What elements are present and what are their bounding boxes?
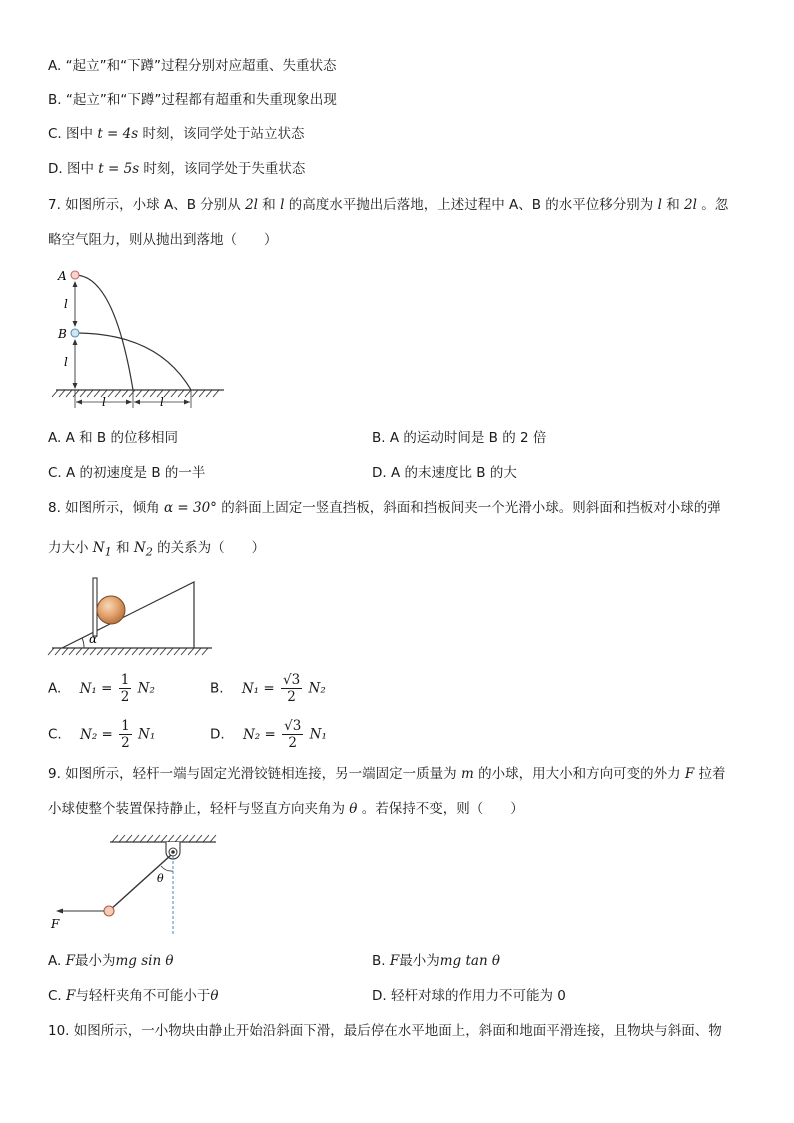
label-alpha: α <box>89 632 98 646</box>
q7-stem-part: 。忽 <box>701 197 729 213</box>
q8-stem-part: 的关系为（ ） <box>157 540 266 556</box>
q9-option-b-mid: 最小为 <box>399 953 440 969</box>
ball-b <box>71 329 79 337</box>
q9-option-b-label: B. <box>372 953 386 969</box>
q8-stem-line1 <box>48 498 721 518</box>
q8-option-c-n2: N₂ <box>80 726 98 743</box>
q8-option-a-n2: N₂ <box>137 680 155 697</box>
q9-option-d: D. 轻杆对球的作用力不可能为 0 <box>372 988 566 1004</box>
hinge-pin <box>171 850 175 854</box>
ball <box>97 596 125 624</box>
q9-option-a-mid: 最小为 <box>74 953 116 969</box>
q8-option-b-n2: N₂ <box>308 680 326 697</box>
q9-option-c-label: C. <box>48 988 62 1004</box>
q7-stem-math: l <box>280 197 285 213</box>
q8-option-a-label: A. <box>48 680 62 697</box>
q9-stem-part: 9. 如图所示，轻杆一端与固定光滑铰链相连接，另一端固定一质量为 <box>48 766 457 782</box>
q9-stem-part: 小球使整个装置保持静止，轻杆与竖直方向夹角为 <box>48 801 345 817</box>
q9-stem-line1 <box>48 764 726 784</box>
q8-option-a-fraction: $\frac{1}{2}$ <box>120 672 130 705</box>
q8-option-d-n1: N₁ <box>309 726 327 743</box>
q9-option-a-expr: mg sin θ <box>115 953 174 969</box>
label-f: F <box>51 917 60 931</box>
q8-option-d-label: D. <box>210 726 225 743</box>
q8-stem-part: 8. 如图所示，倾角 <box>48 500 160 516</box>
q9-option-a-math: F <box>65 953 75 969</box>
q7-option-d: D. A 的末速度比 B 的大 <box>372 465 517 481</box>
q9-stem-line2 <box>48 799 524 819</box>
q8-option-c <box>48 718 155 751</box>
q9-stem-math: m <box>460 766 474 782</box>
q8-incline-figure <box>48 572 218 662</box>
q7-projectile-figure <box>48 262 238 412</box>
q7-stem-part: 7. 如图所示，小球 A、B 分别从 <box>48 197 241 213</box>
q7-stem-part: 和 <box>666 197 680 213</box>
q8-option-d-eq: = <box>264 726 276 743</box>
q8-n1: $N_1$ <box>92 540 112 559</box>
label-l-upper: l <box>64 297 68 311</box>
q7-stem-math: 2l <box>245 197 258 213</box>
q7-option-b: B. A 的运动时间是 B 的 2 倍 <box>372 430 547 446</box>
q8-option-b-fraction: $\frac{√3}{2}$ <box>283 672 301 705</box>
ball-a <box>71 271 79 279</box>
q9-stem-part: 拉着 <box>698 766 726 782</box>
q9-option-c-mid: 与轻杆夹角不可能小于 <box>75 988 211 1004</box>
q7-stem-part: 的高度水平抛出后落地，上述过程中 A、B 的水平位移分别为 <box>288 197 654 213</box>
label-l-left: l <box>102 395 106 409</box>
q8-stem-part: 力大小 <box>48 540 89 556</box>
label-a: A <box>58 269 67 283</box>
q9-option-c-expr: θ <box>210 988 219 1004</box>
q9-option-c <box>48 985 219 1007</box>
q8-option-a <box>48 672 155 705</box>
q6-option-b: B. “起立”和“下蹲”过程都有超重和失重现象出现 <box>48 92 337 108</box>
q8-stem-part: 和 <box>116 540 130 556</box>
label-theta: θ <box>157 872 164 885</box>
q7-stem-part: 和 <box>262 197 276 213</box>
q7-stem-math: 2l <box>684 197 697 213</box>
q7-stem-line1 <box>48 195 728 215</box>
q8-option-b-eq: = <box>263 680 275 697</box>
q6-option-c-math: t = 4s <box>97 126 139 142</box>
q8-option-a-n1: N₁ <box>79 680 97 697</box>
q8-option-c-eq: = <box>101 726 113 743</box>
q8-n2: $N_2$ <box>133 540 153 559</box>
q9-option-a <box>48 950 174 972</box>
q7-stem-line2: 略空气阻力，则从抛出到落地（ ） <box>48 232 278 248</box>
q6-option-c-prefix: C. 图中 <box>48 126 94 142</box>
q6-option-d <box>48 159 305 179</box>
label-l-lower: l <box>64 355 68 369</box>
q8-option-b <box>210 672 326 705</box>
q9-option-c-math: F <box>66 988 76 1004</box>
q7-option-a: A. A 和 B 的位移相同 <box>48 430 178 446</box>
q8-option-c-n1: N₁ <box>138 726 156 743</box>
label-b: B <box>58 327 67 341</box>
q8-stem-part: 的斜面上固定一竖直挡板，斜面和挡板间夹一个光滑小球。则斜面和挡板对小球的弹 <box>221 500 721 516</box>
q9-stem-part: 的小球，用大小和方向可变的外力 <box>478 766 681 782</box>
q8-option-d-fraction: $\frac{√3}{2}$ <box>284 718 302 751</box>
q7-option-c: C. A 的初速度是 B 的一半 <box>48 465 206 481</box>
q6-option-c <box>48 124 304 144</box>
q6-option-d-math: t = 5s <box>98 161 140 177</box>
q8-option-b-n1: N₁ <box>241 680 260 697</box>
q6-option-d-suffix: 时刻，该同学处于失重状态 <box>143 161 306 177</box>
q9-option-b-expr: mg tan θ <box>439 953 501 969</box>
q8-option-a-eq: = <box>101 680 113 697</box>
q8-option-c-label: C. <box>48 726 62 743</box>
q6-option-d-prefix: D. 图中 <box>48 161 94 177</box>
q9-option-a-label: A. <box>48 953 62 969</box>
q8-option-c-fraction: $\frac{1}{2}$ <box>121 718 130 751</box>
q6-option-a: A. “起立”和“下蹲”过程分别对应超重、失重状态 <box>48 58 337 74</box>
q9-option-b-math: F <box>389 953 400 969</box>
label-l-right: l <box>160 395 164 409</box>
baffle <box>93 578 97 636</box>
q8-option-d-n2: N₂ <box>242 726 261 743</box>
q8-stem-math: α = 30° <box>163 500 217 516</box>
q8-option-d <box>210 718 327 751</box>
q7-stem-math: l <box>657 197 662 213</box>
q9-stem-part: 。若保持不变，则（ ） <box>361 801 524 817</box>
q9-option-b <box>372 950 500 972</box>
q9-stem-math: F <box>684 766 695 782</box>
q6-option-c-suffix: 时刻，该同学处于站立状态 <box>142 126 305 142</box>
q10-stem: 10. 如图所示，一小物块由静止开始沿斜面下滑，最后停在水平地面上，斜面和地面平滑连接，且物块与斜面、物 <box>48 1023 722 1039</box>
q9-hinge-figure <box>48 830 228 940</box>
q8-option-b-label: B. <box>210 680 224 697</box>
ball <box>104 906 114 916</box>
q8-stem-line2 <box>48 538 265 563</box>
q9-stem-math: θ <box>349 801 358 817</box>
